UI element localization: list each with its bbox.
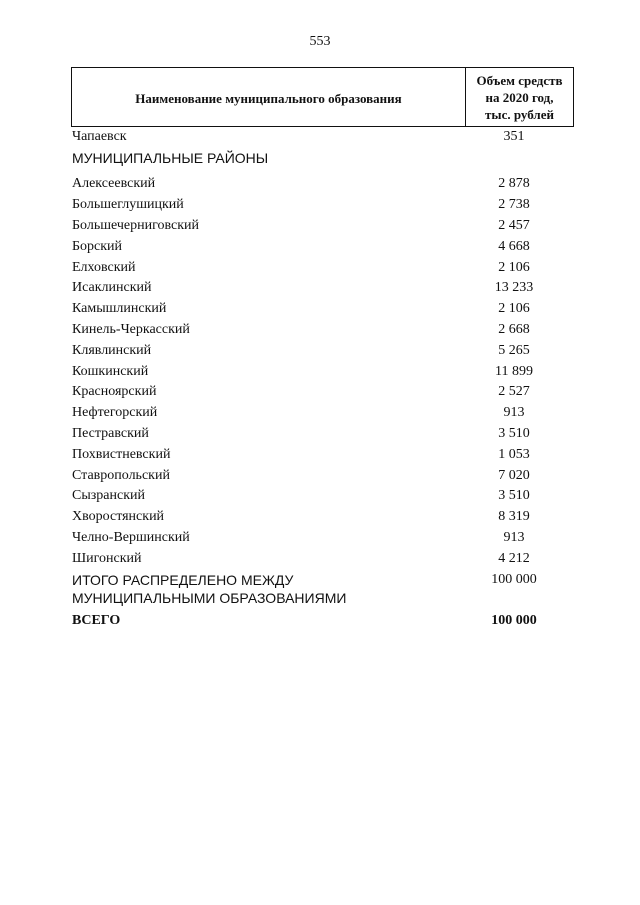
row-value: 913 (503, 405, 525, 421)
table-row (72, 465, 572, 486)
row-name: Нефтегорский (72, 405, 158, 421)
table-row (72, 548, 572, 569)
row-value: 4 212 (498, 550, 530, 566)
row-name: Кинель-Черкасский (72, 321, 190, 337)
district-rows (72, 174, 572, 569)
row-value: 913 (503, 529, 525, 545)
table-body (72, 128, 572, 629)
subtotal-name-line: МУНИЦИПАЛЬНЫМИ ОБРАЗОВАНИЯМИ (72, 590, 347, 607)
row-value: 2 457 (498, 217, 530, 233)
row-name: Красноярский (72, 384, 157, 400)
section-title: МУНИЦИПАЛЬНЫЕ РАЙОНЫ (72, 150, 269, 166)
row-value: 4 668 (498, 238, 530, 254)
header-value-column (466, 68, 573, 127)
row-name: Ставропольский (72, 467, 170, 483)
table-row (72, 174, 572, 195)
row-value: 3 510 (498, 488, 530, 504)
total-row (72, 613, 572, 629)
row-name: Елховский (72, 259, 136, 275)
table-header (71, 67, 574, 127)
subtotal-value: 100 000 (491, 572, 537, 588)
table-row (72, 195, 572, 216)
header-value-line: на 2020 год, (485, 90, 554, 105)
total-name: ВСЕГО (72, 613, 121, 629)
header-name-column: Наименование муниципального образования (72, 68, 466, 127)
row-name: Исаклинский (72, 280, 152, 296)
table-row (72, 507, 572, 528)
row-name: Большечерниговский (72, 217, 200, 233)
row-name: Алексеевский (72, 176, 156, 192)
subtotal-name (72, 571, 456, 607)
table-row (72, 424, 572, 445)
row-value: 2 106 (498, 259, 530, 275)
row-name: Пестравский (72, 425, 149, 441)
row-value: 13 233 (494, 280, 534, 296)
header-divider (71, 126, 574, 127)
row-name: Кошкинский (72, 363, 149, 379)
row-value: 2 527 (498, 384, 530, 400)
row-name: Клявлинский (72, 342, 152, 358)
row-value: 2 106 (498, 301, 530, 317)
total-value: 100 000 (491, 613, 537, 629)
row-value: 2 738 (498, 197, 530, 213)
row-value: 11 899 (495, 363, 533, 379)
row-name: Большеглушицкий (72, 197, 184, 213)
table-row (72, 382, 572, 403)
header-value-line: тыс. рублей (485, 107, 554, 122)
subtotal-row (72, 571, 572, 607)
row-value: 2 878 (498, 176, 530, 192)
row-value: 351 (503, 129, 525, 144)
table-row (72, 128, 572, 146)
table-row (72, 361, 572, 382)
row-name: Хворостянский (72, 509, 165, 525)
row-name: Борский (72, 238, 123, 254)
row-value: 7 020 (498, 467, 530, 483)
table-row (72, 236, 572, 257)
page-number: 553 (309, 34, 331, 49)
subtotal-name-line: ИТОГО РАСПРЕДЕЛЕНО МЕЖДУ (72, 572, 294, 589)
table-row (72, 528, 572, 549)
row-name: Челно-Вершинский (72, 529, 190, 545)
row-name: Камышлинский (72, 301, 167, 317)
row-value: 5 265 (498, 342, 530, 358)
row-value: 8 319 (498, 509, 530, 525)
row-value: 2 668 (498, 321, 530, 337)
table-row (72, 403, 572, 424)
table-row (72, 340, 572, 361)
row-name: Похвистневский (72, 446, 171, 462)
table-row (72, 486, 572, 507)
table-row (72, 278, 572, 299)
table-row (72, 257, 572, 278)
row-value: 3 510 (498, 425, 530, 441)
table-row (72, 216, 572, 237)
header-value-line: Объем средств (476, 73, 563, 88)
row-value: 1 053 (498, 446, 530, 462)
table-row (72, 299, 572, 320)
row-name: Сызранский (72, 488, 145, 504)
row-name: Шигонский (72, 550, 142, 566)
table-row (72, 320, 572, 341)
row-name: Чапаевск (72, 129, 127, 144)
table-row (72, 444, 572, 465)
